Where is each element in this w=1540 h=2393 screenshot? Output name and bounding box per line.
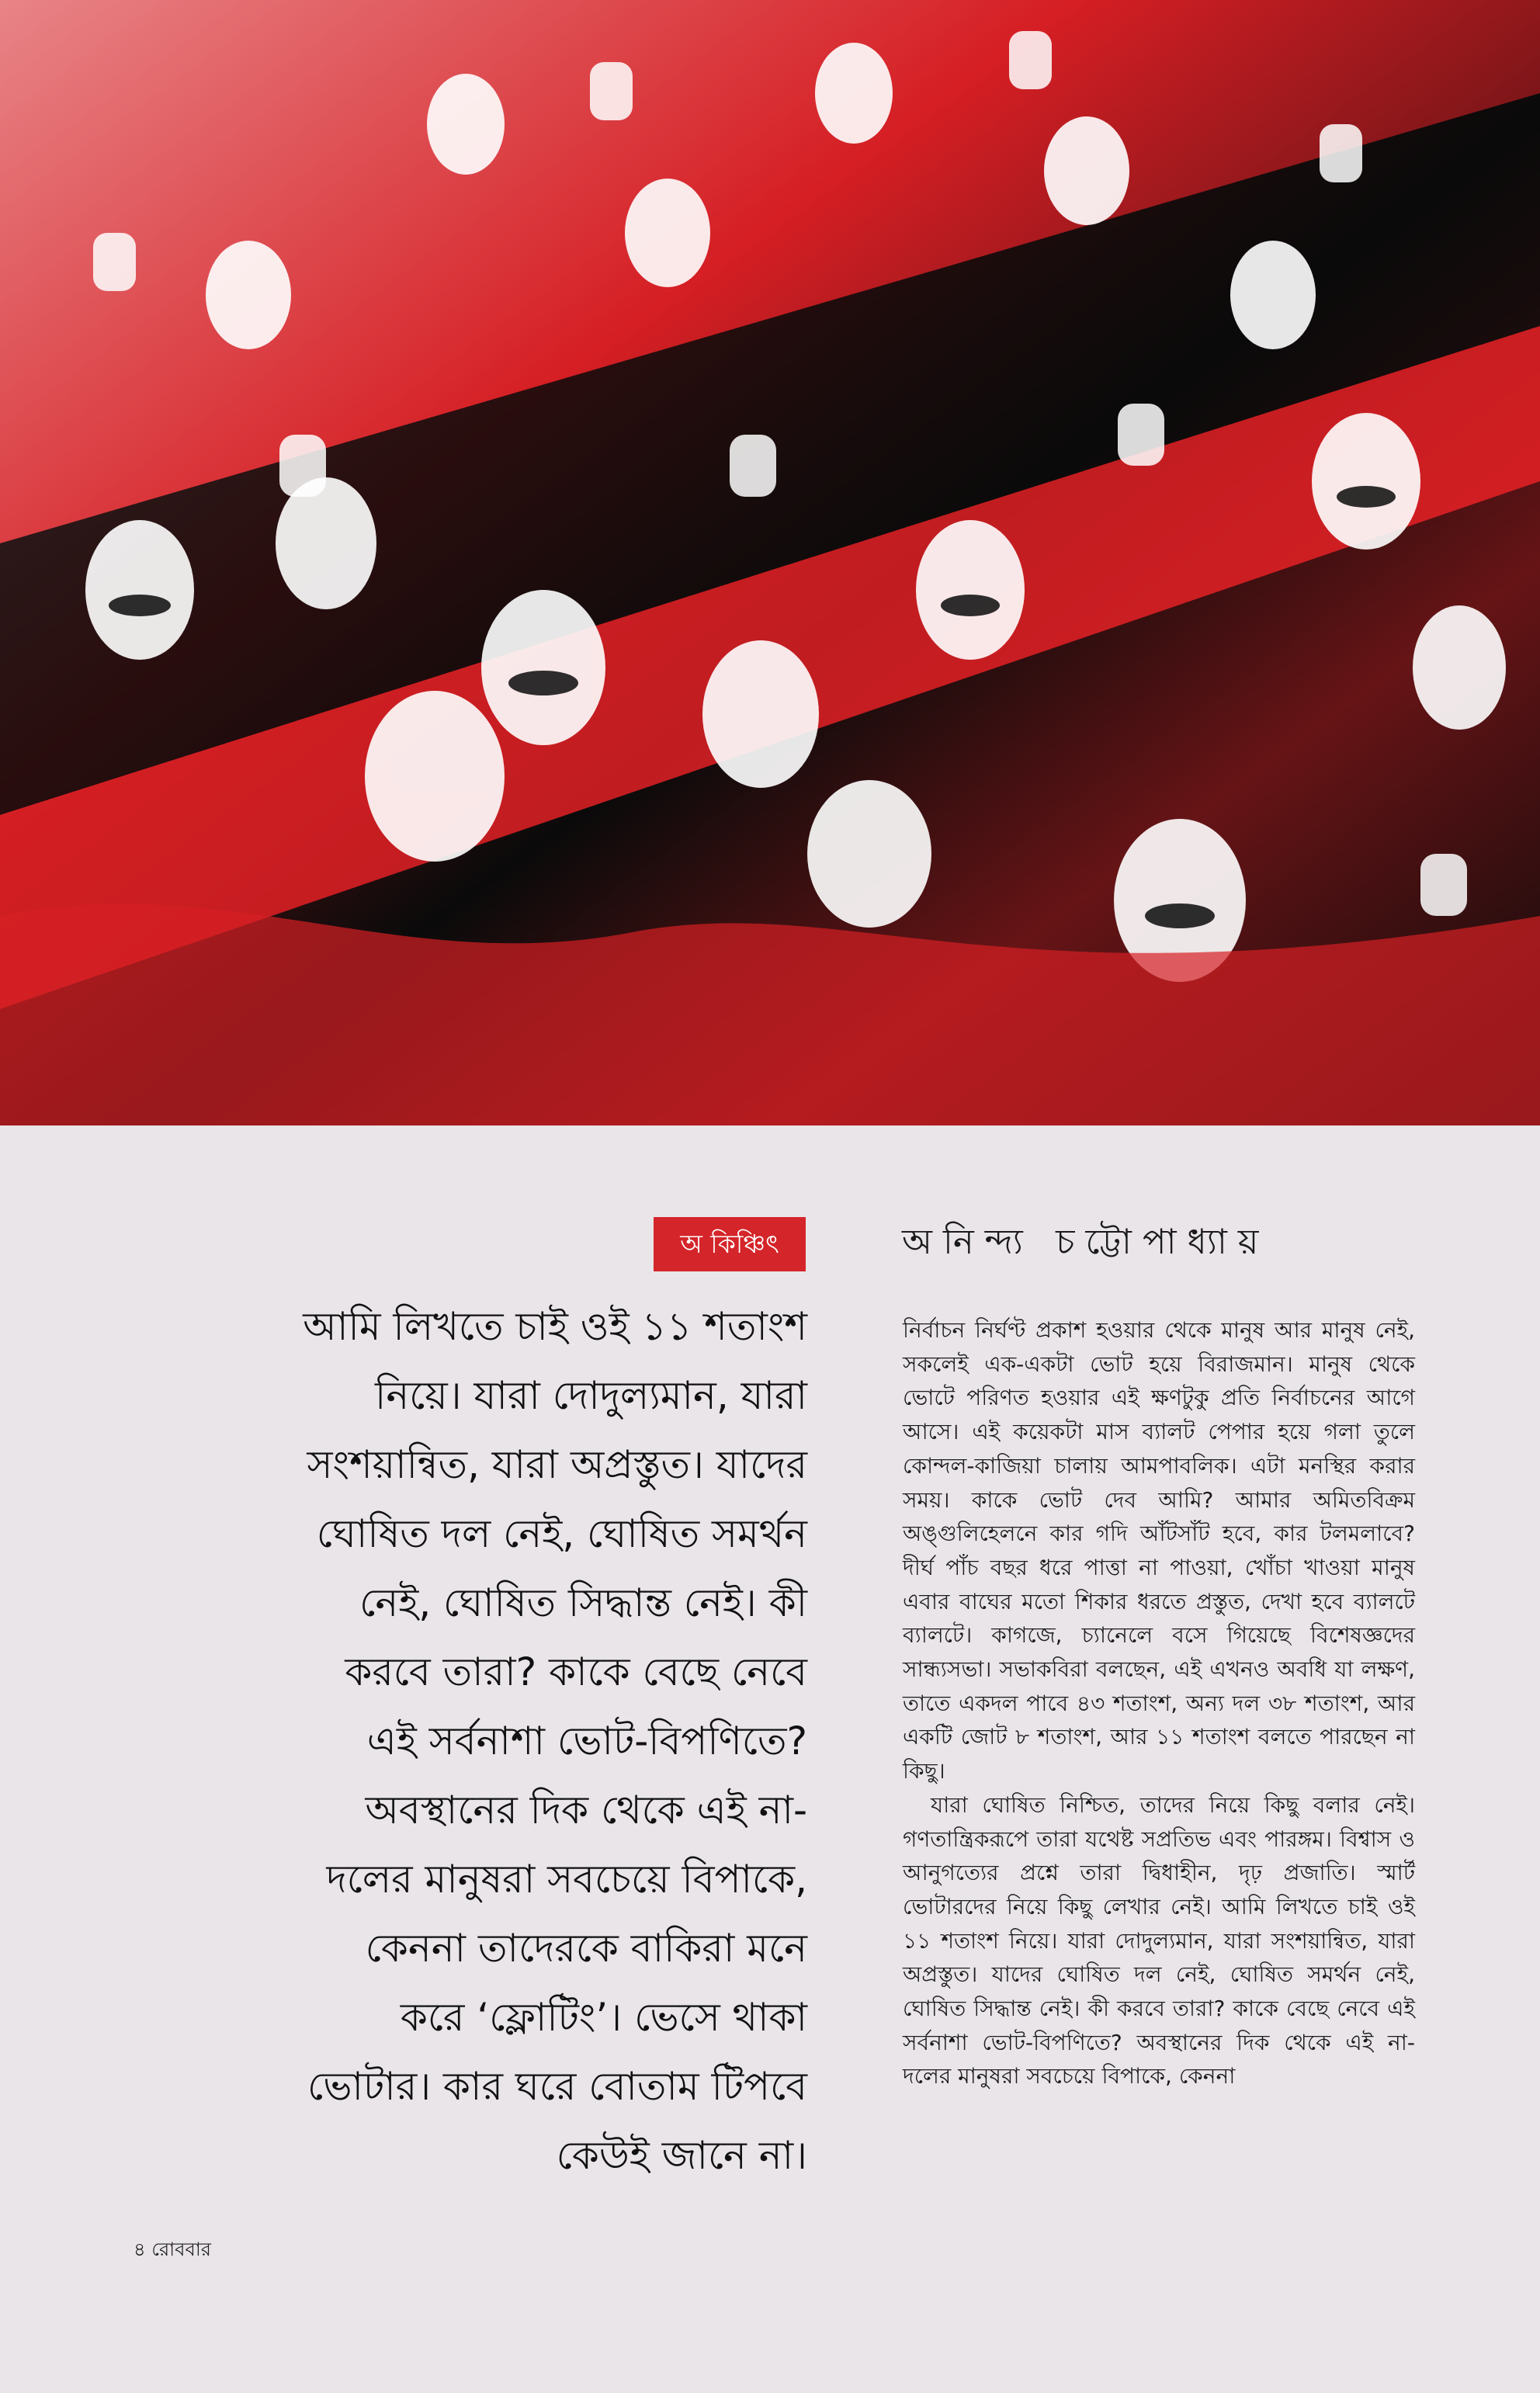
author-byline: অনিন্দ্য চট্টোপাধ্যায় (902, 1221, 1270, 1262)
body-paragraph: যারা ঘোষিত নিশ্চিত, তাদের নিয়ে কিছু বলার নেই। গণতান্ত্রিকরূপে তারা যথেষ্ট সপ্রতিভ এবং পারঙ্গম। বিশ্বাস ও আনুগত্যের প্রশ্নে তারা দ্বিধাহীন, দৃঢ় প্রজাতি। স্মার্ট ভোটারদের নিয়ে কিছু লেখার নেই। আমি লিখতে চাই ওই ১১ শতাংশ নিয়ে। যারা দোদুল্যমান, যারা সংশয়ান্বিত, যারা অপ্রস্তুত। যাদের ঘোষিত দল নেই, ঘোষিত সমর্থন নেই, ঘোষিত সিদ্ধান্ত নেই। কী করবে তারা? কাকে বেছে নেবে এই সর্বনাশা ভোট-বিপণিতে? অবস্থানের দিক থেকে এই না-দলের মানুষরা সবচেয়ে বিপাকে, কেননা (903, 1791, 1415, 2090)
article-body (903, 1313, 1415, 2198)
pull-quote: আমি লিখতে চাই ওই ১১ শতাংশ নিয়ে। যারা দোদুল্যমান, যারা সংশয়ান্বিত, যারা অপ্রস্তুত। যাদের ঘোষিত দল নেই, ঘোষিত সমর্থন নেই, ঘোষিত সিদ্ধান্ত নেই। কী করবে তারা? কাকে বেছে নেবে এই সর্বনাশা ভোট-বিপণিতে? অবস্থানের দিক থেকে এই না-দলের মানুষরা সবচেয়ে বিপাকে, কেননা তাদেরকে বাকিরা মনে করে ‘ফ্লোটিং’। ভেসে থাকা ভোটার। কার ঘরে বোতাম টিপবে কেউই জানে না। (303, 1304, 807, 2178)
page-folio: ৪ রোববার (134, 2239, 211, 2260)
hero-image (0, 0, 1540, 1125)
protest-crowd-illustration (0, 0, 1540, 1125)
section-tag: অ কিঞ্চিৎ (654, 1217, 806, 1271)
body-paragraph: নির্বাচন নির্ঘণ্ট প্রকাশ হওয়ার থেকে মানুষ আর মানুষ নেই, সকলেই এক-একটা ভোট হয়ে বিরাজমান। মানুষ থেকে ভোটে পরিণত হওয়ার এই ক্ষণটুকু প্রতি নির্বাচনের আগে আসে। এই কয়েকটা মাস ব্যালট পেপার হয়ে গলা তুলে কোন্দল-কাজিয়া চালায় আমপাবলিক। এটা মনস্থির করার সময়। কাকে ভোট দেব আমি? আমার অমিতবিক্রম অঙ্গুলিহেলনে কার গদি আঁটসাঁট হবে, কার টলমলাবে? দীর্ঘ পাঁচ বছর ধরে পাত্তা না পাওয়া, খোঁচা খাওয়া মানুষ এবার বাঘের মতো শিকার ধরতে প্রস্তুত, দেখা হবে ব্যালটে ব্যালটে। কাগজে, চ্যানেলে বসে গিয়েছে বিশেষজ্ঞদের সান্ধ্যসভা। সভাকবিরা বলছেন, এই এখনও অবধি যা লক্ষণ, তাতে একদল পাবে ৪৩ শতাংশ, অন্য দল ৩৮ শতাংশ, আর একটি জোট ৮ শতাংশ, আর ১১ শতাংশ বলতে পারছেন না কিছু। (903, 1317, 1415, 1784)
